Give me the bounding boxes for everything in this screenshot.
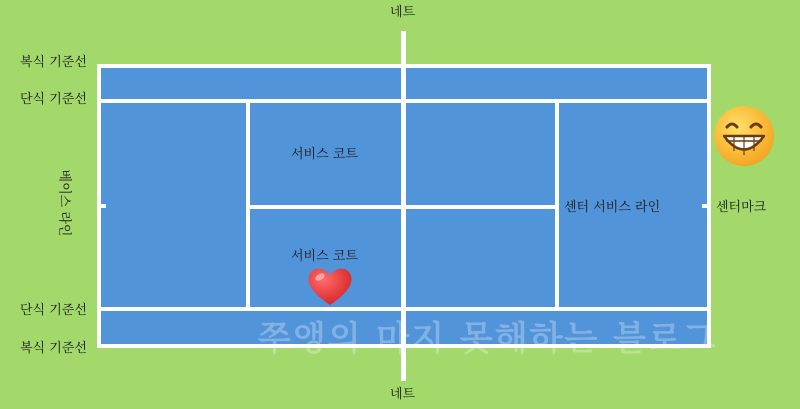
center-service-line-label: 센터 서비스 라인: [564, 200, 661, 215]
baseline-label: 베이스 라인: [56, 169, 72, 237]
blog-watermark: 쭈앵의 마지 못해하는 블로그: [258, 319, 718, 359]
center-mark-label: 센터마크: [716, 200, 767, 215]
center-mark-right: [702, 204, 711, 208]
doubles-line-label-top: 복식 기준선: [20, 55, 87, 70]
service-court-label-upper: 서비스 코트: [291, 147, 358, 162]
grinning-face-icon: [713, 105, 775, 167]
net-label-bottom: 네트: [390, 387, 416, 402]
singles-line-label-top: 단식 기준선: [20, 92, 87, 107]
center-mark-left: [97, 204, 106, 208]
service-court-label-lower: 서비스 코트: [291, 249, 358, 264]
singles-line-label-bottom: 단식 기준선: [20, 303, 87, 318]
doubles-line-label-bottom: 복식 기준선: [20, 341, 87, 356]
net-label-top: 네트: [390, 5, 416, 20]
heart-icon: [307, 265, 353, 307]
